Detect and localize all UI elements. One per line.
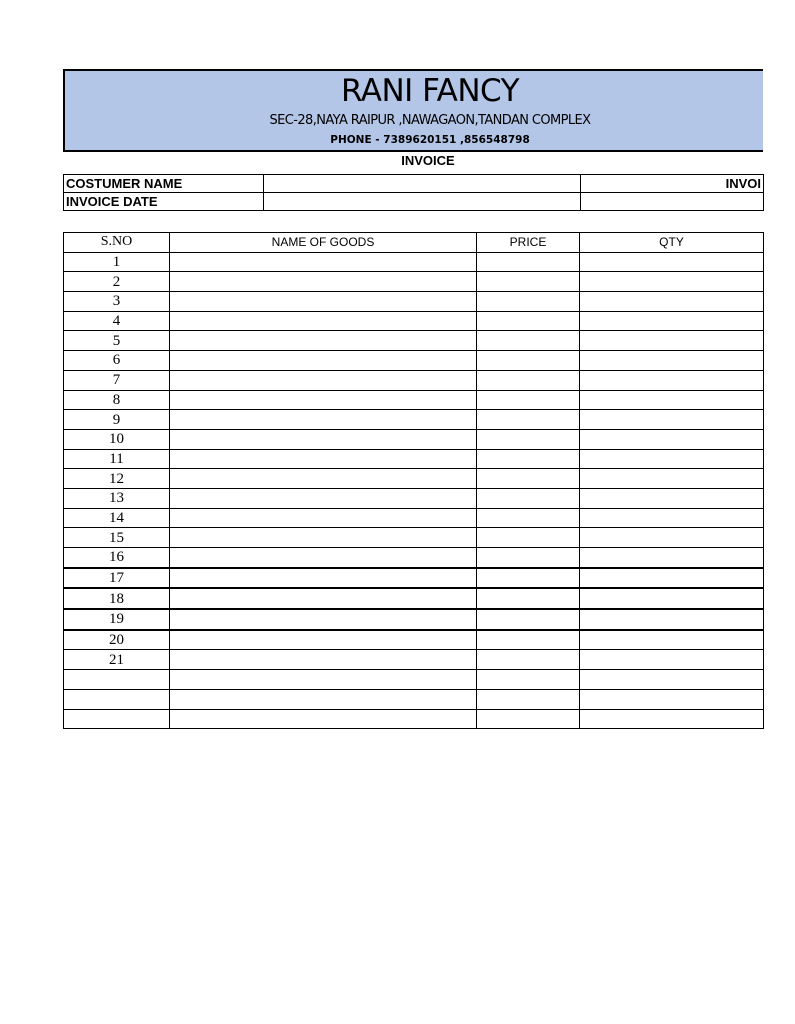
price-cell[interactable] bbox=[477, 351, 580, 371]
price-cell[interactable] bbox=[477, 292, 580, 312]
sno-cell: 17 bbox=[64, 568, 170, 589]
table-row bbox=[64, 650, 764, 670]
sno-cell: 10 bbox=[64, 429, 170, 449]
qty-cell[interactable] bbox=[580, 351, 764, 371]
goods-name-cell[interactable] bbox=[170, 410, 477, 430]
goods-table bbox=[63, 232, 764, 729]
table-row bbox=[64, 331, 764, 351]
table-row bbox=[64, 410, 764, 430]
qty-cell[interactable] bbox=[580, 508, 764, 528]
sno-cell bbox=[64, 709, 170, 729]
price-cell[interactable] bbox=[477, 311, 580, 331]
qty-cell[interactable] bbox=[580, 488, 764, 508]
column-header-price: PRICE bbox=[477, 233, 580, 253]
invoice-number-field[interactable] bbox=[581, 193, 764, 211]
sno-cell: 15 bbox=[64, 528, 170, 548]
sno-cell: 3 bbox=[64, 292, 170, 312]
qty-cell[interactable] bbox=[580, 292, 764, 312]
qty-cell[interactable] bbox=[580, 568, 764, 589]
table-row bbox=[64, 709, 764, 729]
qty-cell[interactable] bbox=[580, 689, 764, 709]
goods-name-cell[interactable] bbox=[170, 689, 477, 709]
column-header-qty: QTY bbox=[580, 233, 764, 253]
invoice-header bbox=[63, 69, 763, 152]
shop-phone: PHONE - 7389620151 ,856548798 bbox=[330, 134, 530, 146]
goods-name-cell[interactable] bbox=[170, 252, 477, 272]
sno-cell: 8 bbox=[64, 390, 170, 410]
price-cell[interactable] bbox=[477, 429, 580, 449]
goods-name-cell[interactable] bbox=[170, 390, 477, 410]
goods-name-cell[interactable] bbox=[170, 370, 477, 390]
goods-name-cell[interactable] bbox=[170, 488, 477, 508]
sno-cell: 9 bbox=[64, 410, 170, 430]
table-row bbox=[64, 588, 764, 609]
qty-cell[interactable] bbox=[580, 670, 764, 690]
qty-cell[interactable] bbox=[580, 548, 764, 568]
sno-cell: 21 bbox=[64, 650, 170, 670]
goods-name-cell[interactable] bbox=[170, 429, 477, 449]
table-row bbox=[64, 351, 764, 371]
table-row bbox=[64, 252, 764, 272]
goods-name-cell[interactable] bbox=[170, 311, 477, 331]
table-row bbox=[64, 689, 764, 709]
sno-cell: 20 bbox=[64, 630, 170, 650]
price-cell[interactable] bbox=[477, 588, 580, 609]
price-cell[interactable] bbox=[477, 548, 580, 568]
price-cell[interactable] bbox=[477, 568, 580, 589]
price-cell[interactable] bbox=[477, 508, 580, 528]
price-cell[interactable] bbox=[477, 331, 580, 351]
goods-name-cell[interactable] bbox=[170, 292, 477, 312]
sno-cell: 12 bbox=[64, 469, 170, 489]
table-row bbox=[64, 508, 764, 528]
table-row bbox=[64, 292, 764, 312]
invoice-sheet bbox=[63, 69, 761, 729]
table-row bbox=[64, 630, 764, 650]
price-cell[interactable] bbox=[477, 488, 580, 508]
shop-name: RANI FANCY bbox=[340, 73, 520, 109]
table-row bbox=[64, 488, 764, 508]
qty-cell[interactable] bbox=[580, 528, 764, 548]
price-cell[interactable] bbox=[477, 272, 580, 292]
qty-cell[interactable] bbox=[580, 390, 764, 410]
goods-name-cell[interactable] bbox=[170, 630, 477, 650]
invoice-date-label: INVOICE DATE bbox=[64, 193, 264, 211]
goods-table-header bbox=[64, 233, 764, 253]
sno-cell bbox=[64, 670, 170, 690]
qty-cell[interactable] bbox=[580, 370, 764, 390]
goods-name-cell[interactable] bbox=[170, 709, 477, 729]
price-cell[interactable] bbox=[477, 630, 580, 650]
goods-name-cell[interactable] bbox=[170, 568, 477, 589]
goods-name-cell[interactable] bbox=[170, 548, 477, 568]
price-cell[interactable] bbox=[477, 469, 580, 489]
column-header-name: NAME OF GOODS bbox=[170, 233, 477, 253]
goods-name-cell[interactable] bbox=[170, 670, 477, 690]
goods-name-cell[interactable] bbox=[170, 528, 477, 548]
table-row bbox=[64, 670, 764, 690]
column-header-sno: S.NO bbox=[64, 233, 170, 253]
sno-cell: 11 bbox=[64, 449, 170, 469]
goods-name-cell[interactable] bbox=[170, 508, 477, 528]
sno-cell: 13 bbox=[64, 488, 170, 508]
sno-cell: 5 bbox=[64, 331, 170, 351]
price-cell[interactable] bbox=[477, 609, 580, 630]
price-cell[interactable] bbox=[477, 528, 580, 548]
price-cell[interactable] bbox=[477, 410, 580, 430]
qty-cell[interactable] bbox=[580, 630, 764, 650]
qty-cell[interactable] bbox=[580, 272, 764, 292]
invoice-date-field[interactable] bbox=[264, 193, 581, 211]
qty-cell[interactable] bbox=[580, 252, 764, 272]
goods-name-cell[interactable] bbox=[170, 449, 477, 469]
customer-name-label: COSTUMER NAME bbox=[64, 175, 264, 193]
price-cell[interactable] bbox=[477, 689, 580, 709]
qty-cell[interactable] bbox=[580, 650, 764, 670]
goods-name-cell[interactable] bbox=[170, 609, 477, 630]
sno-cell: 19 bbox=[64, 609, 170, 630]
table-row bbox=[64, 548, 764, 568]
sno-cell: 7 bbox=[64, 370, 170, 390]
table-row bbox=[64, 568, 764, 589]
qty-cell[interactable] bbox=[580, 469, 764, 489]
goods-name-cell[interactable] bbox=[170, 469, 477, 489]
sno-cell bbox=[64, 689, 170, 709]
qty-cell[interactable] bbox=[580, 609, 764, 630]
goods-name-cell[interactable] bbox=[170, 351, 477, 371]
table-row bbox=[64, 449, 764, 469]
table-row bbox=[64, 370, 764, 390]
date-row bbox=[64, 193, 764, 211]
table-row bbox=[64, 528, 764, 548]
invoice-number-label: INVOI bbox=[581, 175, 764, 193]
sno-cell: 16 bbox=[64, 548, 170, 568]
table-row bbox=[64, 609, 764, 630]
price-cell[interactable] bbox=[477, 390, 580, 410]
sno-cell: 4 bbox=[64, 311, 170, 331]
sno-cell: 18 bbox=[64, 588, 170, 609]
customer-info-table bbox=[63, 174, 764, 211]
goods-name-cell[interactable] bbox=[170, 272, 477, 292]
qty-cell[interactable] bbox=[580, 588, 764, 609]
price-cell[interactable] bbox=[477, 370, 580, 390]
price-cell[interactable] bbox=[477, 252, 580, 272]
shop-address: SEC-28,NAYA RAIPUR ,NAWAGAON,TANDAN COMPLEX bbox=[269, 113, 591, 128]
goods-name-cell[interactable] bbox=[170, 588, 477, 609]
table-row bbox=[64, 311, 764, 331]
price-cell[interactable] bbox=[477, 650, 580, 670]
table-row bbox=[64, 469, 764, 489]
qty-cell[interactable] bbox=[580, 709, 764, 729]
goods-name-cell[interactable] bbox=[170, 331, 477, 351]
qty-cell[interactable] bbox=[580, 311, 764, 331]
sno-cell: 2 bbox=[64, 272, 170, 292]
price-cell[interactable] bbox=[477, 709, 580, 729]
invoice-title: INVOICE bbox=[401, 153, 455, 168]
qty-cell[interactable] bbox=[580, 331, 764, 351]
customer-name-field[interactable] bbox=[264, 175, 581, 193]
qty-cell[interactable] bbox=[580, 449, 764, 469]
table-row bbox=[64, 390, 764, 410]
goods-name-cell[interactable] bbox=[170, 650, 477, 670]
price-cell[interactable] bbox=[477, 449, 580, 469]
price-cell[interactable] bbox=[477, 670, 580, 690]
qty-cell[interactable] bbox=[580, 410, 764, 430]
sno-cell: 1 bbox=[64, 252, 170, 272]
table-row bbox=[64, 272, 764, 292]
qty-cell[interactable] bbox=[580, 429, 764, 449]
sno-cell: 14 bbox=[64, 508, 170, 528]
table-row bbox=[64, 429, 764, 449]
sno-cell: 6 bbox=[64, 351, 170, 371]
customer-row bbox=[64, 175, 764, 193]
